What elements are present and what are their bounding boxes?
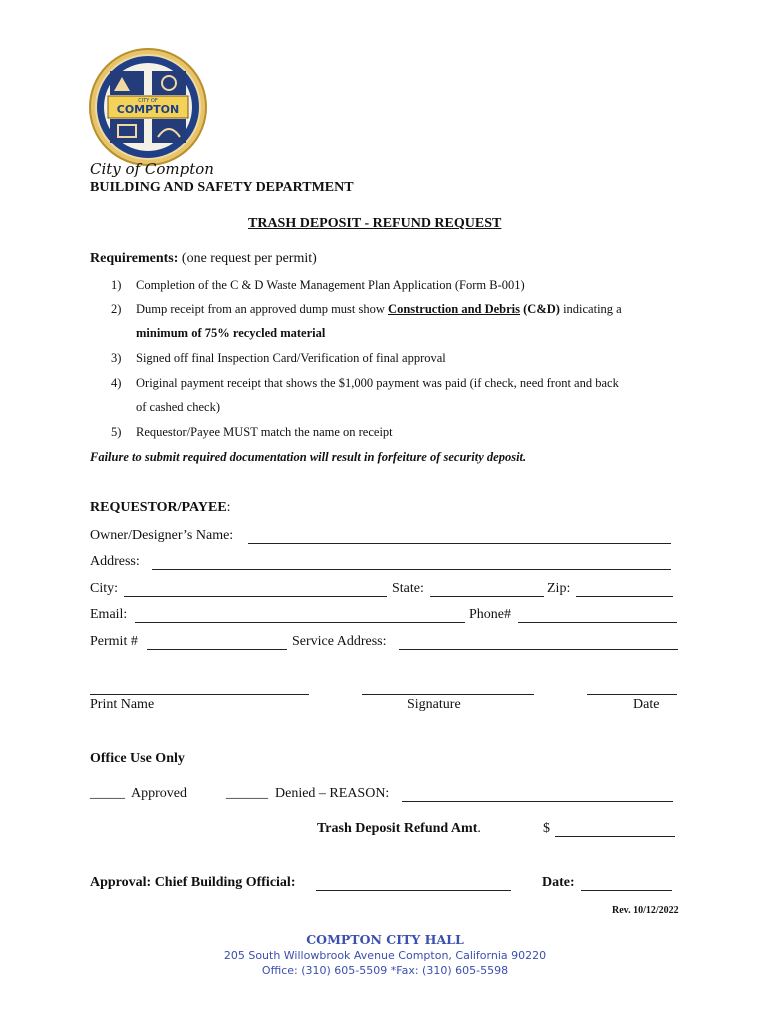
item-number: 3): [111, 351, 122, 365]
owner-name-field[interactable]: [248, 543, 671, 544]
item-number: 2): [111, 302, 122, 316]
signature-field[interactable]: [362, 694, 534, 695]
owner-name-label: Owner/Designer’s Name:: [90, 528, 234, 543]
footer-phones: Office: (310) 605-5509 *Fax: (310) 605-5598: [261, 964, 509, 977]
date-label: Date: [633, 697, 660, 712]
requestor-heading: [90, 500, 231, 516]
city-label: City:: [90, 581, 119, 596]
address-field[interactable]: [152, 569, 671, 570]
requirements-label: Requirements:: [90, 251, 179, 266]
requirement-item-2: [136, 302, 622, 317]
print-name-label: Print Name: [90, 697, 155, 712]
denied-reason-field[interactable]: [402, 801, 673, 802]
refund-amount-text: Trash Deposit Refund Amt: [317, 821, 478, 836]
approval-date-field[interactable]: [581, 890, 672, 891]
requirement-item-1: Completion of the C & D Waste Management Plan Application (Form B-001): [136, 278, 525, 292]
requirement-item-5: Requestor/Payee MUST match the name on receipt: [136, 425, 393, 439]
item-number: 5): [111, 425, 122, 439]
signature-label: Signature: [407, 697, 461, 712]
requirement-item-2-cont: minimum of 75% recycled material: [136, 326, 326, 340]
city-field[interactable]: [124, 596, 387, 597]
requirements-note: (one request per permit): [181, 251, 317, 266]
city-name: City of Compton: [90, 160, 214, 178]
city-seal-logo: [88, 47, 208, 167]
denied-reason-label: Denied – REASON:: [275, 786, 390, 801]
form-title: TRASH DEPOSIT - REFUND REQUEST: [248, 216, 502, 231]
approval-label: Approval: Chief Building Official:: [90, 875, 296, 890]
requirements-heading: [90, 251, 317, 267]
state-field[interactable]: [430, 596, 544, 597]
date-field[interactable]: [587, 694, 677, 695]
phone-label: Phone#: [469, 607, 511, 622]
requirement-item-3: Signed off final Inspection Card/Verification of final approval: [136, 351, 446, 365]
permit-field[interactable]: [147, 649, 287, 650]
office-use-heading: Office Use Only: [90, 751, 185, 766]
item-2-emphasis: Construction and Debris: [388, 302, 521, 316]
address-label: Address:: [90, 554, 140, 569]
refund-period: .: [477, 821, 481, 836]
seal-name-text: COMPTON: [116, 103, 180, 116]
denied-blank[interactable]: ______: [226, 786, 268, 801]
item-2-post: indicating a: [563, 302, 622, 316]
zip-label: Zip:: [547, 581, 571, 596]
dollar-sign: $: [543, 821, 550, 836]
phone-field[interactable]: [518, 622, 677, 623]
approval-signature-field[interactable]: [316, 890, 511, 891]
refund-amount-label: [317, 821, 481, 837]
footer-address: 205 South Willowbrook Avenue Compton, California 90220: [223, 949, 547, 962]
forfeiture-warning: Failure to submit required documentation will result in forfeiture of security deposit.: [90, 450, 527, 464]
state-label: State:: [392, 581, 424, 596]
approved-blank[interactable]: _____: [90, 786, 125, 801]
item-number: 1): [111, 278, 122, 292]
requirement-item-4-cont: of cashed check): [136, 400, 220, 414]
permit-label: Permit #: [90, 634, 138, 649]
department-name: BUILDING AND SAFETY DEPARTMENT: [90, 180, 354, 195]
revision-date: Rev. 10/12/2022: [612, 905, 679, 916]
service-address-field[interactable]: [399, 649, 678, 650]
print-name-field[interactable]: [90, 694, 309, 695]
item-number: 4): [111, 376, 122, 390]
approval-date-label: Date:: [542, 875, 575, 890]
item-2-text: Dump receipt from an approved dump must show: [136, 302, 389, 316]
requestor-label: REQUESTOR/PAYEE: [90, 500, 227, 515]
email-field[interactable]: [135, 622, 465, 623]
footer-title: COMPTON CITY HALL: [306, 932, 464, 947]
seal-top-text: CITY OF: [138, 98, 158, 104]
zip-field[interactable]: [576, 596, 673, 597]
refund-amount-field[interactable]: [555, 836, 675, 837]
requestor-colon: :: [226, 500, 231, 515]
email-label: Email:: [90, 607, 128, 622]
service-address-label: Service Address:: [292, 634, 387, 649]
requirement-item-4: Original payment receipt that shows the $1,000 payment was paid (if check, need front and back: [136, 376, 619, 390]
approved-label: Approved: [131, 786, 187, 801]
item-2-abbr: (C&D): [523, 302, 560, 316]
